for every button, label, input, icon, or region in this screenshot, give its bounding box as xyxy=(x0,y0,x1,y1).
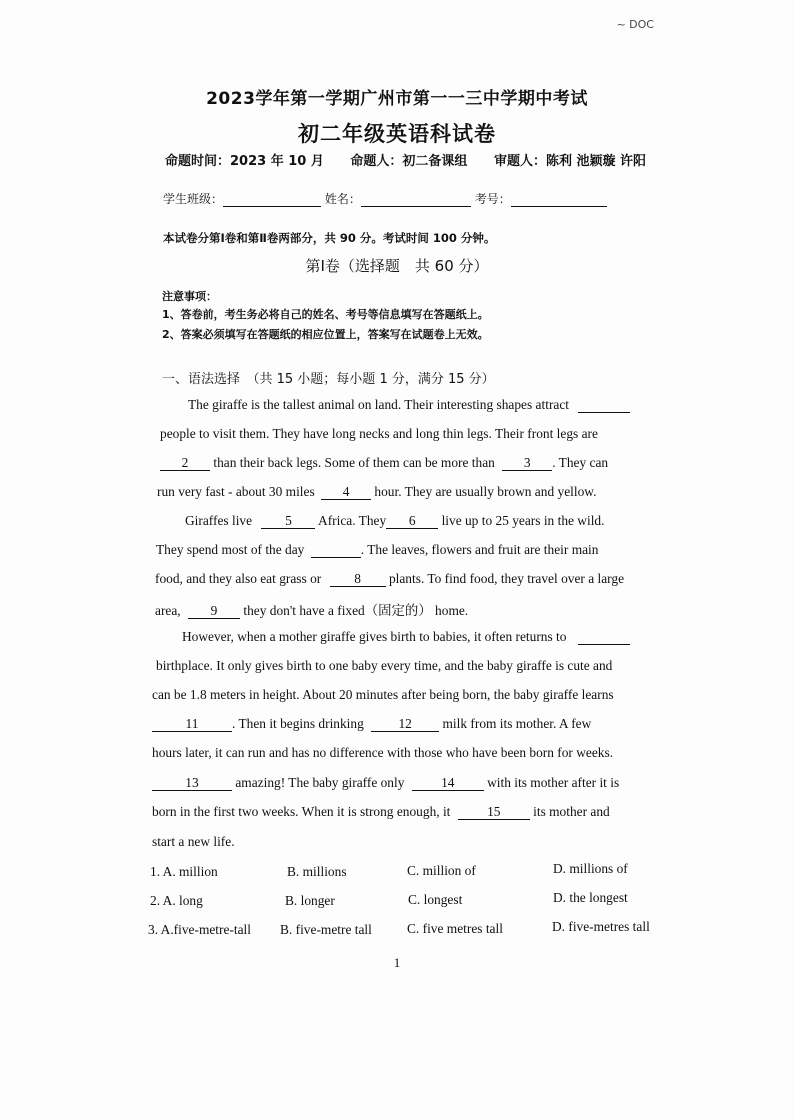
passage-line: hours later, it can run and has no difference with those who have been born for weeks. xyxy=(152,745,614,760)
passage-text: plants. To find food, they travel over a large xyxy=(388,571,625,586)
notice-title: 注意事项： xyxy=(162,290,217,303)
option-3c: C. five metres tall xyxy=(407,921,503,936)
passage-line xyxy=(155,571,624,587)
option-2a: 2. A. long xyxy=(150,893,203,908)
passage-text: live up to 25 years in the wild. xyxy=(441,513,605,528)
answer-blank-4: 4 xyxy=(321,485,371,500)
passage-text: area, xyxy=(155,603,181,618)
notice-item: 2、答案必须填写在答题纸的相应位置上，答案写在试题卷上无效。 xyxy=(162,328,489,341)
class-field[interactable] xyxy=(223,194,321,207)
student-info-line xyxy=(163,190,607,207)
section-heading: 第Ⅰ卷（选择题 共 60 分） xyxy=(305,257,489,275)
name-label: 姓名： xyxy=(324,192,361,206)
answer-blank-6: 6 xyxy=(386,514,438,529)
passage-text: The giraffe is the tallest animal on land. Their interesting shapes attract xyxy=(188,397,570,412)
passage-text: milk from its mother. A few xyxy=(442,716,592,731)
passage-line xyxy=(157,484,596,500)
passage-text: than their back legs. Some of them can be more than xyxy=(213,455,495,470)
page-number: 1 xyxy=(393,955,401,970)
exam-intro: 本试卷分第Ⅰ卷和第Ⅱ卷两部分，共 90 分。考试时间 100 分钟。 xyxy=(163,231,496,245)
answer-blank-11: 11 xyxy=(152,717,232,732)
passage-text: run very fast - about 30 miles xyxy=(157,484,315,499)
passage-line: can be 1.8 meters in height. About 20 minutes after being born, the baby giraffe learns xyxy=(152,687,614,702)
passage-line xyxy=(152,775,619,791)
passage-text: amazing! The baby giraffe only xyxy=(235,775,405,790)
passage-text: Africa. They xyxy=(318,513,387,528)
answer-blank-1 xyxy=(578,398,630,413)
corner-mark: ~ DOC xyxy=(616,18,654,31)
option-3d: D. five-metres tall xyxy=(552,919,650,934)
exam-reviewer: 审题人：陈利 池颖璇 许阳 xyxy=(493,154,646,169)
class-label: 学生班级： xyxy=(163,192,224,206)
option-1c: C. million of xyxy=(407,863,476,878)
passage-text: . The leaves, flowers and fruit are their main xyxy=(360,542,599,557)
name-field[interactable] xyxy=(361,194,471,207)
passage-line xyxy=(156,542,598,558)
passage-line xyxy=(182,629,630,645)
number-field[interactable] xyxy=(511,194,607,207)
option-1d: D. millions of xyxy=(553,861,628,876)
passage-text: they don't have a fixed（固定的） home. xyxy=(243,603,469,618)
passage-line: start a new life. xyxy=(152,834,235,849)
passage-text: its mother and xyxy=(533,804,610,819)
answer-blank-14: 14 xyxy=(412,776,484,791)
option-1a: 1. A. million xyxy=(150,864,218,879)
passage-text: They spend most of the day xyxy=(156,542,305,557)
answer-blank-15: 15 xyxy=(458,805,530,820)
passage-line xyxy=(185,513,604,529)
passage-line xyxy=(160,455,608,471)
answer-blank-12: 12 xyxy=(371,717,439,732)
passage-line xyxy=(155,600,468,619)
notice-item: 1、答卷前，考生务必将自己的姓名、考号等信息填写在答题纸上。 xyxy=(162,308,489,321)
passage-text: . They can xyxy=(552,455,609,470)
answer-blank-7 xyxy=(311,543,361,558)
exam-title: 2023学年第一学期广州市第一一三中学期中考试 xyxy=(206,89,588,109)
option-3b: B. five-metre tall xyxy=(280,922,372,937)
answer-blank-5: 5 xyxy=(261,514,315,529)
passage-text: hour. They are usually brown and yellow. xyxy=(374,484,597,499)
option-2b: B. longer xyxy=(285,893,335,908)
exam-meta xyxy=(165,150,646,169)
passage-line xyxy=(152,804,610,820)
passage-text: However, when a mother giraffe gives birth to babies, it often returns to xyxy=(182,629,567,644)
option-2c: C. longest xyxy=(408,892,463,907)
answer-blank-2: 2 xyxy=(160,456,210,471)
answer-blank-8: 8 xyxy=(330,572,386,587)
exam-date: 命题时间：2023 年 10 月 xyxy=(165,154,324,169)
answer-blank-13: 13 xyxy=(152,776,232,791)
passage-line: birthplace. It only gives birth to one baby every time, and the baby giraffe is cute and xyxy=(156,658,613,673)
exam-author: 命题人：初二备课组 xyxy=(350,154,468,169)
passage-text: with its mother after it is xyxy=(487,775,620,790)
part-heading: 一、语法选择 （共 15 小题；每小题 1 分，满分 15 分） xyxy=(162,372,495,387)
option-3a: 3. A.five-metre-tall xyxy=(148,922,251,937)
passage-line xyxy=(188,397,630,413)
number-label: 考号： xyxy=(474,192,511,206)
answer-blank-10 xyxy=(578,630,630,645)
exam-subtitle: 初二年级英语科试卷 xyxy=(298,121,496,146)
answer-blank-9: 9 xyxy=(188,604,240,619)
option-1b: B. millions xyxy=(287,864,347,879)
passage-text: food, and they also eat grass or xyxy=(155,571,322,586)
passage-line: people to visit them. They have long necks and long thin legs. Their front legs are xyxy=(160,426,598,441)
passage-line xyxy=(152,716,591,732)
option-2d: D. the longest xyxy=(553,890,628,905)
answer-blank-3: 3 xyxy=(502,456,552,471)
passage-text: born in the first two weeks. When it is strong enough, it xyxy=(152,804,451,819)
passage-text: Giraffes live xyxy=(185,513,253,528)
passage-text: . Then it begins drinking xyxy=(232,716,364,731)
